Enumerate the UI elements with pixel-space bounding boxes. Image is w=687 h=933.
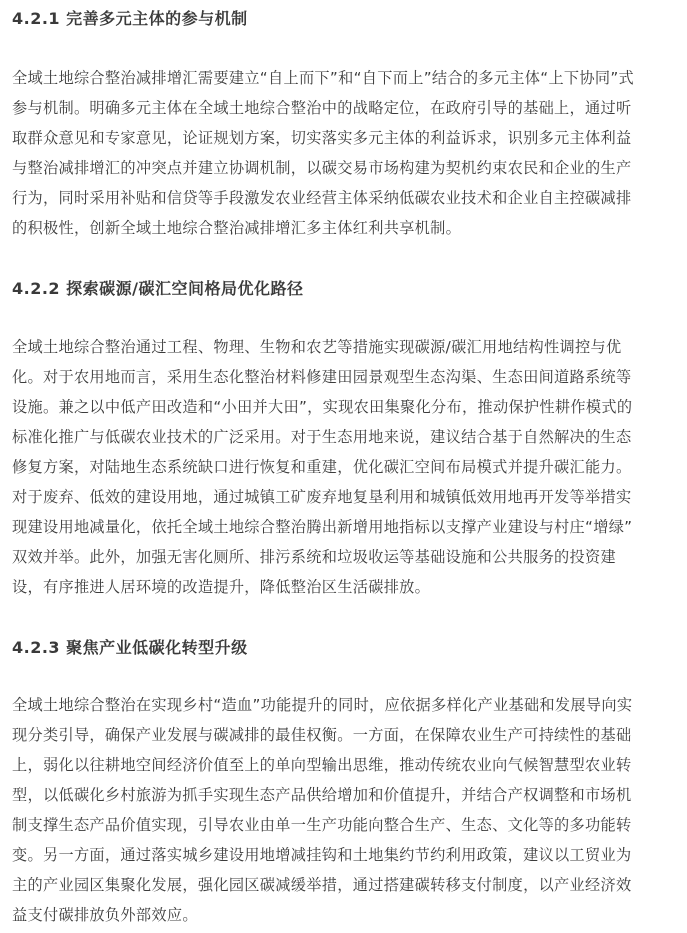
paragraph-line: 现分类引导，确保产业发展与碳减排的最佳权衡。一方面，在保障农业生产可持续性的基础: [12, 726, 632, 744]
paragraph-line: 益支付碳排放负外部效应。: [12, 906, 198, 924]
paragraph-line: 全域土地综合整治通过工程、物理、生物和农艺等措施实现碳源/碳汇用地结构性调控与优: [12, 338, 622, 356]
section-paragraph-4-2-3: [12, 690, 676, 930]
paragraph-line: 现建设用地减量化，依托全域土地综合整治腾出新增用地指标以支撑产业建设与村庄“增绿”: [12, 518, 633, 536]
section-heading-4-2-2: 4.2.2 探索碳源/碳汇空间格局优化路径: [12, 279, 304, 298]
section-paragraph-4-2-1: [12, 63, 676, 243]
paragraph-line: 标准化推广与低碳农业技术的广泛采用。对于生态用地来说，建议结合基于自然解决的生态: [12, 428, 632, 446]
paragraph-line: 上，弱化以往耕地空间经济价值至上的单向型输出思维，推动传统农业向气候智慧型农业转: [12, 756, 632, 774]
paragraph-line: 全域土地综合整治减排增汇需要建立“自上而下”和“自下而上”结合的多元主体“上下协同”式: [12, 69, 635, 87]
paragraph-line: 取群众意见和专家意见，论证规划方案，切实落实多元主体的利益诉求，识别多元主体利益: [12, 129, 632, 147]
section-paragraph-4-2-2: [12, 332, 676, 602]
section-heading-4-2-1: 4.2.1 完善多元主体的参与机制: [12, 9, 248, 28]
paragraph-line: 变。另一方面，通过落实城乡建设用地增减挂钩和土地集约节约利用政策，建议以工贸业为: [12, 846, 632, 864]
paragraph-line: 全域土地综合整治在实现乡村“造血”功能提升的同时，应依据多样化产业基础和发展导向实: [12, 696, 633, 714]
paragraph-line: 主的产业园区集聚化发展，强化园区碳减缓举措，通过搭建碳转移支付制度，以产业经济效: [12, 876, 632, 894]
paragraph-line: 制支撑生态产品价值实现，引导农业由单一生产功能向整合生产、生态、文化等的多功能转: [12, 816, 632, 834]
paragraph-line: 双效并举。此外，加强无害化厕所、排污系统和垃圾收运等基础设施和公共服务的投资建: [12, 548, 617, 566]
section-heading-4-2-3: 4.2.3 聚焦产业低碳化转型升级: [12, 638, 248, 657]
paragraph-line: 参与机制。明确多元主体在全域土地综合整治中的战略定位，在政府引导的基础上，通过听: [12, 99, 632, 117]
paragraph-line: 行为，同时采用补贴和信贷等手段激发农业经营主体采纳低碳农业技术和企业自主控碳减排: [12, 189, 632, 207]
paragraph-line: 与整治减排增汇的冲突点并建立协调机制，以碳交易市场构建为契机约束农民和企业的生产: [12, 159, 632, 177]
paragraph-line: 化。对于农用地而言，采用生态化整治材料修建田园景观型生态沟渠、生态田间道路系统等: [12, 368, 632, 386]
paragraph-line: 对于废弃、低效的建设用地，通过城镇工矿废弃地复垦利用和城镇低效用地再开发等举措实: [12, 488, 632, 506]
paragraph-line: 设施。兼之以中低产田改造和“小田并大田”，实现农田集聚化分布，推动保护性耕作模式的: [12, 398, 633, 416]
paragraph-line: 型，以低碳化乡村旅游为抓手实现生态产品供给增加和价值提升，并结合产权调整和市场机: [12, 786, 632, 804]
paragraph-line: 修复方案，对陆地生态系统缺口进行恢复和重建，优化碳汇空间布局模式并提升碳汇能力。: [12, 458, 632, 476]
paragraph-line: 的积极性，创新全域土地综合整治减排增汇多主体红利共享机制。: [12, 219, 462, 237]
paragraph-line: 设，有序推进人居环境的改造提升，降低整治区生活碳排放。: [12, 578, 431, 596]
